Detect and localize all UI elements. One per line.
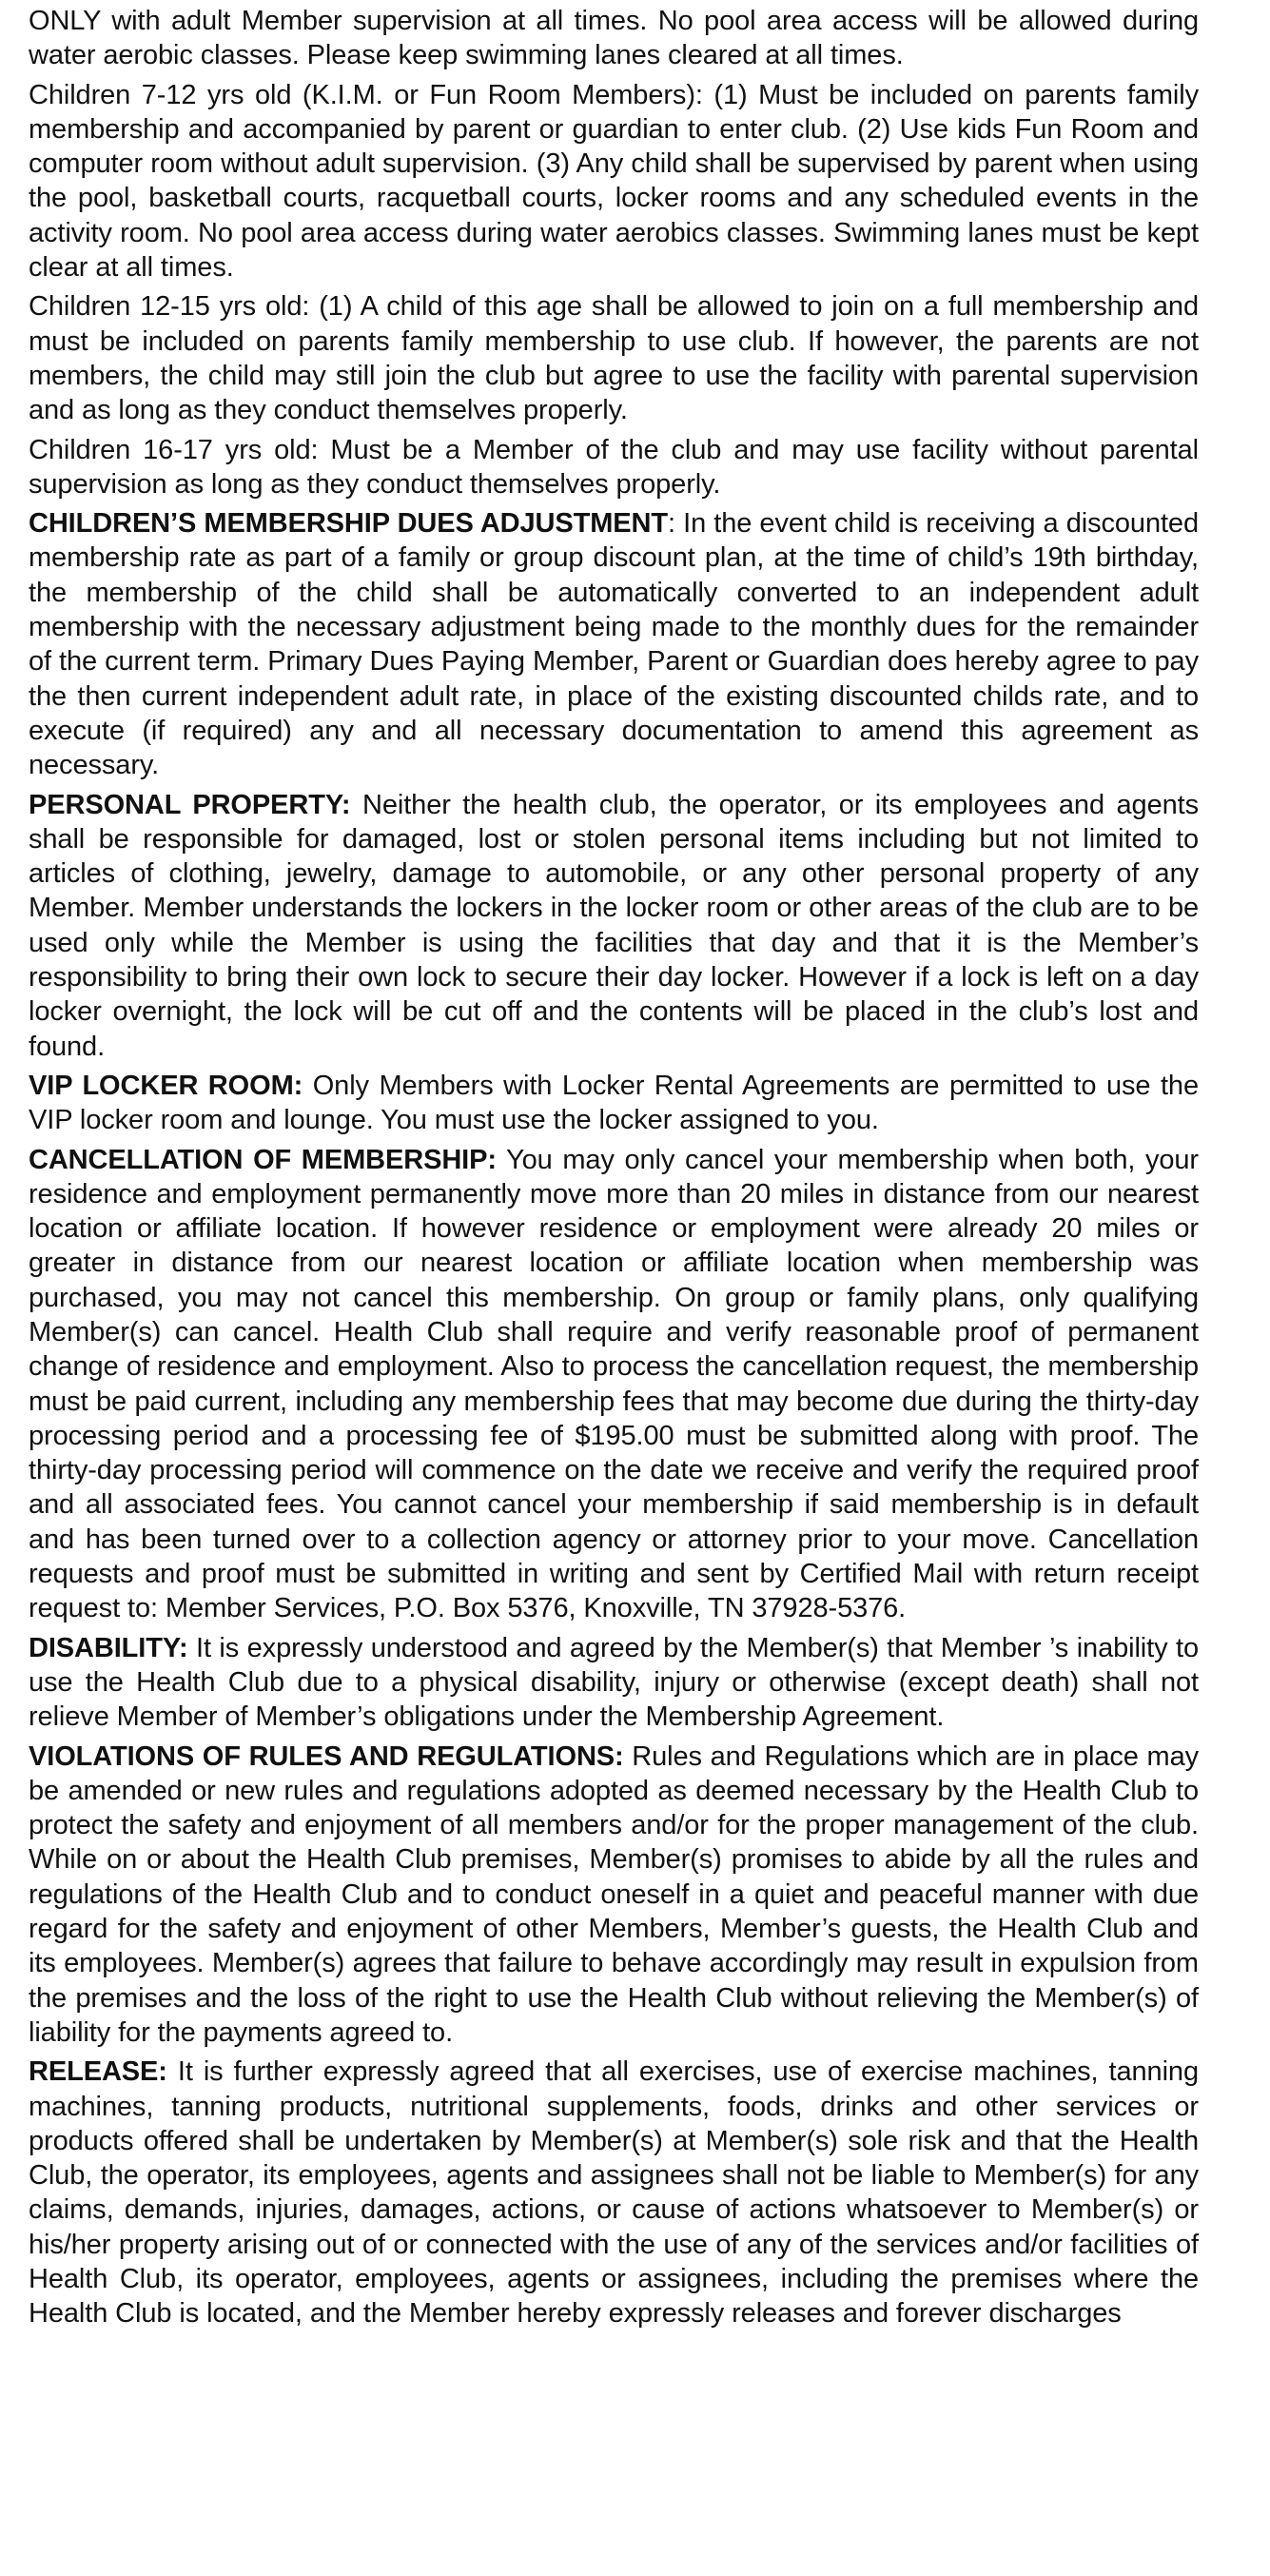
paragraph-dues-adjustment xyxy=(29,506,1199,782)
paragraph-heading: PERSONAL PROPERTY: xyxy=(29,789,351,820)
paragraph-children-16-17 xyxy=(29,433,1199,502)
paragraph-heading: CHILDREN’S MEMBERSHIP DUES ADJUSTMENT xyxy=(29,508,669,540)
paragraph-cancellation xyxy=(29,1143,1199,1626)
paragraph-text: : In the event child is receiving a discounted membership rate as part of a family or group discount plan, at the time of child’s 19th birthday, the membership of the child shall be automatically converted to an independent adult membership with the necessary adjustment being made to the monthly dues for the remainder of the current term. Primary Dues Paying Member, Parent or Guardian does hereby agree to pay the then current independent adult rate, in place of the existing discounted childs rate, and to execute (if required) any and all necessary documentation to amend this agreement as necessary. xyxy=(29,508,1199,781)
paragraph-violations xyxy=(29,1740,1199,2051)
paragraph-children-12-15 xyxy=(29,289,1199,427)
paragraph-text: Rules and Regulations which are in place may be amended or new rules and regulations adopted as deemed necessary by the Health Club to protect the safety and enjoyment of all members and/or for the proper management of the club. While on or about the Health Club premises, Member(s) promises to abide by all the rules and regulations of the Health Club and to conduct oneself in a quiet and peaceful manner with due regard for the safety and enjoyment of other Members, Member’s guests, the Health Club and its employees. Member(s) agrees that failure to behave accordingly may result in expulsion from the premises and the loss of the right to use the Health Club without relieving the Member(s) of liability for the payments agreed to. xyxy=(29,1740,1199,2048)
paragraph-text: You may only cancel your membership when both, your residence and employment permanently move more than 20 miles in distance from our nearest location or affiliate location. If however residence or employment were already 20 miles or greater in distance from our nearest location or affiliate location when membership was purchased, you may not cancel this membership. On group or family plans, only qualifying Member(s) can cancel. Health Club shall require and verify reasonable proof of permanent change of residence and employment. Also to process the cancellation request, the membership must be paid current, including any membership fees that may become due during the thirty-day processing period and a processing fee of $195.00 must be submitted along with proof. The thirty-day processing period will commence on the date we receive and verify the required proof and all associated fees. You cannot cancel your membership if said membership is in default and has been turned over to a collection agency or attorney prior to your move. Cancellation requests and proof must be submitted in writing and sent by Certified Mail with return receipt request to: Member Services, P.O. Box 5376, Knoxville, TN 37928-5376. xyxy=(29,1144,1199,1624)
paragraph-heading: DISABILITY: xyxy=(29,1632,188,1663)
paragraph-personal-property xyxy=(29,788,1199,1064)
paragraph-text: Children 7-12 yrs old (K.I.M. or Fun Room Members): (1) Must be included on parents family membership and accompanied by parent or guardian to enter club. (2) Use kids Fun Room and computer room without adult supervision. (3) Any child shall be supervised by parent when using the pool, basketball courts, racquetball courts, locker rooms and any scheduled events in the activity room. No pool area access during water aerobics classes. Swimming lanes must be kept clear at all times. xyxy=(29,79,1199,284)
paragraph-release xyxy=(29,2055,1199,2330)
paragraph-text: Children 12-15 yrs old: (1) A child of this age shall be allowed to join on a full membership and must be included on parents family membership to use club. If however, the parents are not members, the child may still join the club but agree to use the facility with parental supervision and as long as they conduct themselves properly. xyxy=(29,291,1199,426)
paragraph-heading: CANCELLATION OF MEMBERSHIP: xyxy=(29,1144,497,1175)
paragraph-heading: VIOLATIONS OF RULES AND REGULATIONS: xyxy=(29,1740,624,1772)
paragraph-supervision xyxy=(29,4,1199,73)
document-page xyxy=(29,4,1199,2336)
paragraph-text: Only Members with Locker Rental Agreements are permitted to use the VIP locker room and lounge. You must use the locker assigned to you. xyxy=(29,1070,1199,1136)
paragraph-heading: RELEASE: xyxy=(29,2056,167,2088)
paragraph-children-7-12 xyxy=(29,78,1199,285)
paragraph-text: Children 16-17 yrs old: Must be a Member of the club and may use facility without parental supervision as long as they conduct themselves properly. xyxy=(29,434,1199,500)
paragraph-vip-locker-room xyxy=(29,1069,1199,1138)
paragraph-text: It is expressly understood and agreed by the Member(s) that Member ’s inability to use the Health Club due to a physical disability, injury or otherwise (except death) shall not relieve Member of Member’s obligations under the Membership Agreement. xyxy=(29,1632,1199,1733)
paragraph-text: ONLY with adult Member supervision at all times. No pool area access will be allowed during water aerobic classes. Please keep swimming lanes cleared at all times. xyxy=(29,6,1199,71)
paragraph-disability xyxy=(29,1631,1199,1735)
paragraph-text: It is further expressly agreed that all exercises, use of exercise machines, tanning machines, tanning products, nutritional supplements, foods, drinks and other services or products offered shall be undertaken by Member(s) at Member(s) sole risk and that the Health Club, the operator, its employees, agents and assignees shall not be liable to Member(s) for any claims, demands, injuries, damages, actions, or cause of actions whatsoever to Member(s) or his/her property arising out of or connected with the use of any of the services and/or facilities of Health Club, its operator, employees, agents or assignees, including the premises where the Health Club is located, and the Member hereby expressly releases and forever discharges xyxy=(29,2056,1199,2330)
paragraph-heading: VIP LOCKER ROOM: xyxy=(29,1070,303,1101)
paragraph-text: Neither the health club, the operator, or its employees and agents shall be responsible for damaged, lost or stolen personal items including but not limited to articles of clothing, jewelry, damage to automobile, or any other personal property of any Member. Member understands the lockers in the locker room or other areas of the club are to be used only while the Member is using the facilities that day and that it is the Member’s responsibility to bring their own lock to secure their day locker. However if a lock is left on a day locker overnight, the lock will be cut off and the contents will be placed in the club’s lost and found. xyxy=(29,789,1199,1062)
